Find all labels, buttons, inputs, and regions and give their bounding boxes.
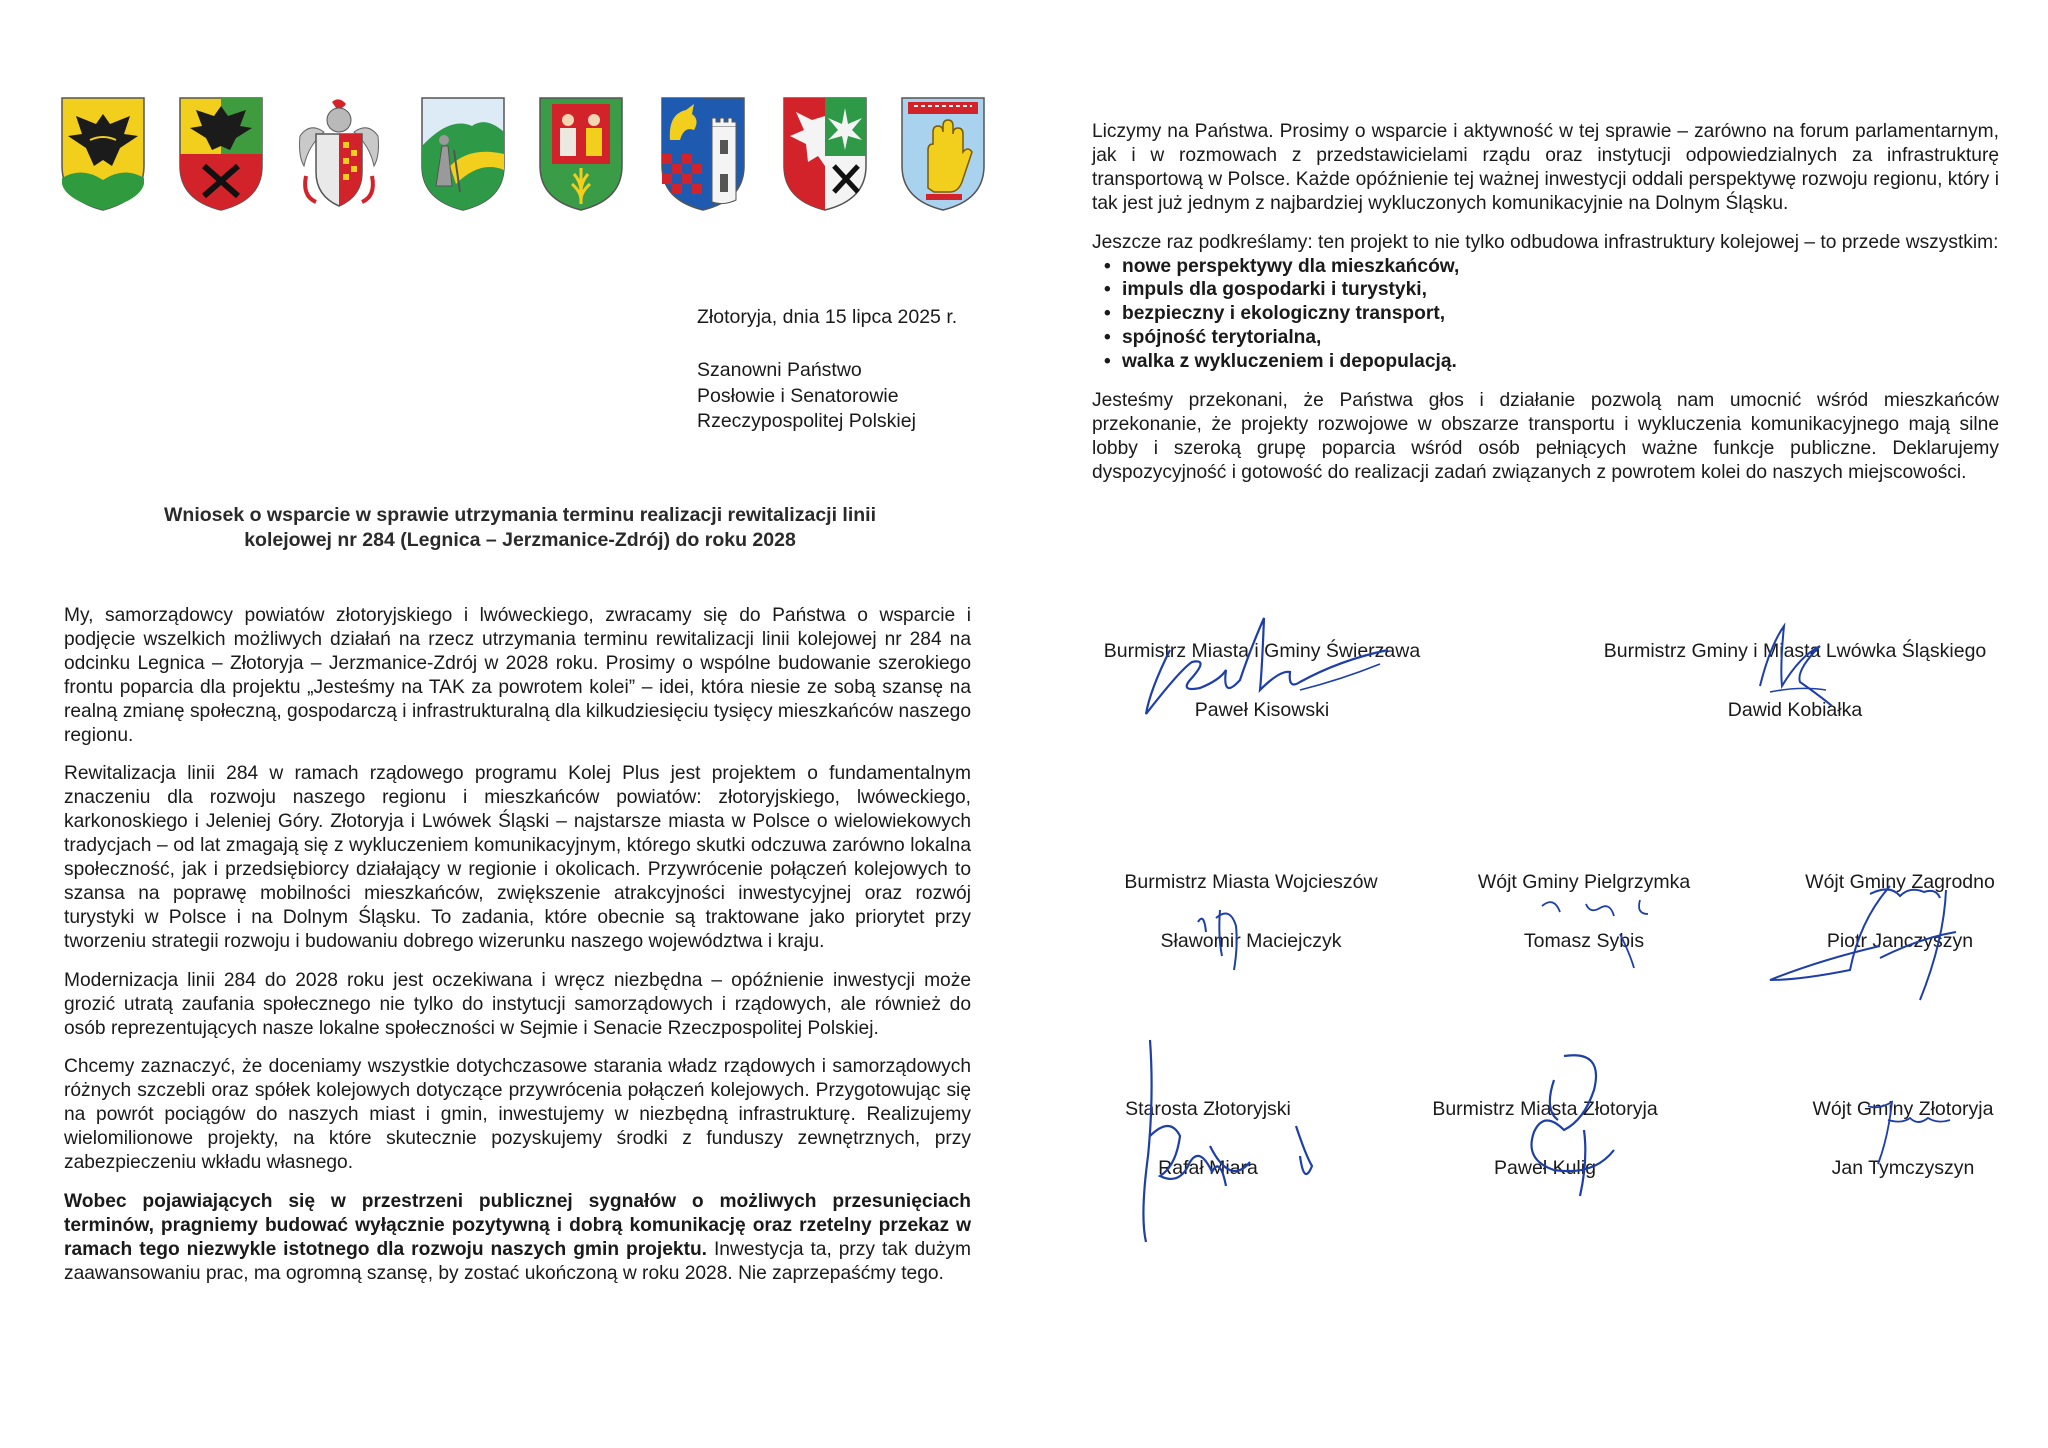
list-item: • spójność terytorialna, bbox=[1104, 326, 1999, 350]
half-eagle-and-leaf-shield-icon bbox=[782, 96, 868, 212]
signature-block bbox=[1092, 871, 1410, 953]
body-paragraph: Modernizacja linii 284 do 2028 roku jest oczekiwana i wręcz niezbędna – opóźnienie inwestycji może grozić utratą zaufania społecznego nie tylko do instytucji samorządowych i rządowych, ale również do osób reprezentujących nasze lokalne społeczności w Sejmie i Senacie Rzeczpospolitej Polskiej. bbox=[64, 969, 971, 1039]
griffin-and-tower-shield-icon bbox=[660, 96, 746, 212]
list-item: • impuls dla gospodarki i turystyki, bbox=[1104, 278, 1999, 302]
letter-body-left-column bbox=[64, 604, 971, 1301]
body-paragraph: Liczymy na Państwa. Prosimy o wsparcie i aktywność w tej sprawie – zarówno na forum parlamentarnym, jak i w rozmowach z przedstawicielami rządu oraz instytucji odpowiedzialnych za infrastrukturę transportową w Polsce. Każde opóźnienie tej ważnej inwestycji oddali perspektywę rozwoju regionu, który i tak jest już jednym z najbardziej wykluczonych komunikacyjnie na Dolnym Śląsku. bbox=[1092, 121, 1999, 214]
eagle-and-crossed-hammers-shield-icon bbox=[178, 96, 264, 212]
coats-of-arms-row bbox=[60, 96, 990, 216]
signatory-name: Tomasz Sybis bbox=[1523, 930, 1645, 952]
body-paragraph: Jeszcze raz podkreślamy: ten projekt to nie tylko odbudowa infrastruktury kolejowej – to przede wszystkim: bbox=[1092, 231, 1999, 253]
letter-body-right-column bbox=[1092, 120, 1999, 500]
signatory-name: Paweł Kulig bbox=[1494, 1157, 1596, 1179]
letter-date: Złotoryja, dnia 15 lipca 2025 r. bbox=[697, 306, 958, 328]
signatory-role: Burmistrz Miasta i Gminy Świerzawa bbox=[1103, 640, 1421, 662]
hand-shield-icon bbox=[900, 96, 986, 212]
signatory-name: Piotr Janczyszyn bbox=[1826, 930, 1974, 952]
signatory-name: Jan Tymczyszyn bbox=[1831, 1157, 1975, 1179]
body-paragraph: Jesteśmy przekonani, że Państwa głos i działanie pozwolą nam umocnić wśród mieszkańców przekonanie, że projekty rozwojowe w obszarze transportu i wykluczenia komunikacyjnego mają silne lobby i szeroką grupę poparcia wśród osób pełniących ważne funkcje publiczne. Deklarujemy dyspozycyjność i gotowość do realizacji zadań związanych z powrotem kolei do naszych miejscowości. bbox=[1092, 390, 1999, 483]
list-item: • nowe perspektywy dla mieszkańców, bbox=[1104, 255, 1999, 279]
two-figures-and-wheat-shield-icon bbox=[538, 96, 624, 212]
list-item: • walka z wykluczeniem i depopulacją. bbox=[1104, 350, 1999, 374]
signatory-role: Burmistrz Miasta Wojcieszów bbox=[1124, 871, 1378, 893]
signatory-role: Starosta Złotoryjski bbox=[1125, 1098, 1291, 1120]
addressee-line: Posłowie i Senatorowie bbox=[697, 384, 899, 407]
signatory-role: Burmistrz Gminy i Miasta Lwówka Śląskiego bbox=[1603, 640, 1987, 662]
addressee-line: Szanowni Państwo bbox=[697, 359, 862, 381]
signatory-role: Wójt Gminy Zagrodno bbox=[1805, 871, 1995, 893]
signature-block bbox=[1420, 1098, 1670, 1180]
list-item: • bezpieczny i ekologiczny transport, bbox=[1104, 302, 1999, 326]
body-paragraph: Rewitalizacja linii 284 w ramach rządowego programu Kolej Plus jest projektem o fundamentalnym znaczeniu dla rozwoju naszego regionu i mieszkańców powiatów: złotoryjskiego, lwóweckiego, karkonoskiego i Jeleniej Góry. Złotoryja i Lwówek Śląski – najstarsze miasta w Polsce o wielowiekowych tradycjach – od lat zmagają się z wykluczeniem komunikacyjnym, którego skutki odczuwa zarówno lokalna społeczność, jak i przedsiębiorcy działający w regionie i okolicach. Przywrócenie połączeń kolejowych to szansa na poprawę mobilności mieszkańców, zwiększenie atrakcyjności inwestycyjnej oraz rozwój turystyki w Polsce i na Dolnym Śląsku. To zadania, które obecnie są traktowane jako priorytet przy tworzeniu strategii rozwoju i budowaniu dobrego wizerunku naszego województwa i kraju. bbox=[64, 763, 971, 952]
signatory-role: Burmistrz Miasta Złotoryja bbox=[1432, 1098, 1658, 1120]
addressee-line: Rzeczypospolitej Polskiej bbox=[697, 410, 916, 432]
signature-block bbox=[1092, 640, 1432, 722]
benefits-list bbox=[1092, 255, 1999, 375]
body-paragraph: My, samorządowcy powiatów złotoryjskiego i lwóweckiego, zwracamy się do Państwa o wsparcie i podjęcie wszelkich możliwych działań na rzecz utrzymania terminu rewitalizacji linii kolejowej nr 284 na odcinku Legnica – Złotoryja – Jerzmanice-Zdrój w 2028 roku. Prosimy o wspólne budowanie szerokiego frontu poparcia dla projektu „Jesteśmy na TAK za powrotem kolei” – idei, która niesie ze sobą szansę na realną zmianę społeczną, gospodarczą i infrastrukturalną dla kilkudziesięciu tysięcy mieszkańców naszego regionu. bbox=[64, 605, 971, 746]
letter-title bbox=[60, 503, 980, 553]
signatory-name: Paweł Kisowski bbox=[1194, 699, 1330, 721]
signature-block bbox=[1468, 871, 1700, 953]
signatory-name: Dawid Kobiałka bbox=[1727, 699, 1863, 721]
closing-paragraph bbox=[64, 1190, 971, 1286]
signatory-role: Wójt Gminy Złotoryja bbox=[1812, 1098, 1994, 1120]
closing-paragraph-regular: Inwestycja ta, przy tak dużym zaawansowaniu prac, ma ogromną szansę, by zostać ukończoną w roku 2028. Nie zaprzepaśćmy tego. bbox=[64, 1238, 972, 1284]
ornate-coat-of-arms-icon bbox=[296, 96, 382, 212]
signatory-name: Rafał Miara bbox=[1158, 1157, 1258, 1179]
signatory-role: Wójt Gminy Pielgrzymka bbox=[1477, 871, 1691, 893]
closing-paragraph-bold: Wobec pojawiających się w przestrzeni publicznej sygnałów o możliwych przesunięciach terminów, pragniemy budować wyłącznie pozytywną i dobrą komunikację oraz rzetelny przekaz w ramach tego niezwykle istotnego dla rozwoju naszych gmin projektu. bbox=[64, 1190, 971, 1260]
addressee-block bbox=[697, 358, 916, 435]
eagle-on-gold-shield-icon bbox=[60, 96, 146, 212]
signature-block bbox=[1590, 640, 2000, 722]
signature-block bbox=[1806, 1098, 2000, 1180]
title-line: Wniosek o wsparcie w sprawie utrzymania terminu realizacji rewitalizacji linii bbox=[164, 504, 876, 526]
signature-block bbox=[1800, 871, 2000, 953]
signatory-name: Sławomir Maciejczyk bbox=[1160, 930, 1342, 952]
hiker-and-mountain-shield-icon bbox=[420, 96, 506, 212]
body-paragraph: Chcemy zaznaczyć, że doceniamy wszystkie dotychczasowe starania władz rządowych i samorządowych różnych szczebli oraz spółek kolejowych dotyczące przywrócenia połączeń kolejowych. Przygotowując się na powrót pociągów do naszych miast i gmin, inwestujemy w niezbędną infrastrukturę. Realizujemy wielomilionowe projekty, na które skutecznie pozyskujemy środki z funduszy zewnętrznych, przy zabezpieczeniu wkładu własnego. bbox=[64, 1056, 971, 1174]
title-line: kolejowej nr 284 (Legnica – Jerzmanice-Zdrój) do roku 2028 bbox=[244, 529, 796, 551]
signature-block bbox=[1092, 1098, 1324, 1180]
